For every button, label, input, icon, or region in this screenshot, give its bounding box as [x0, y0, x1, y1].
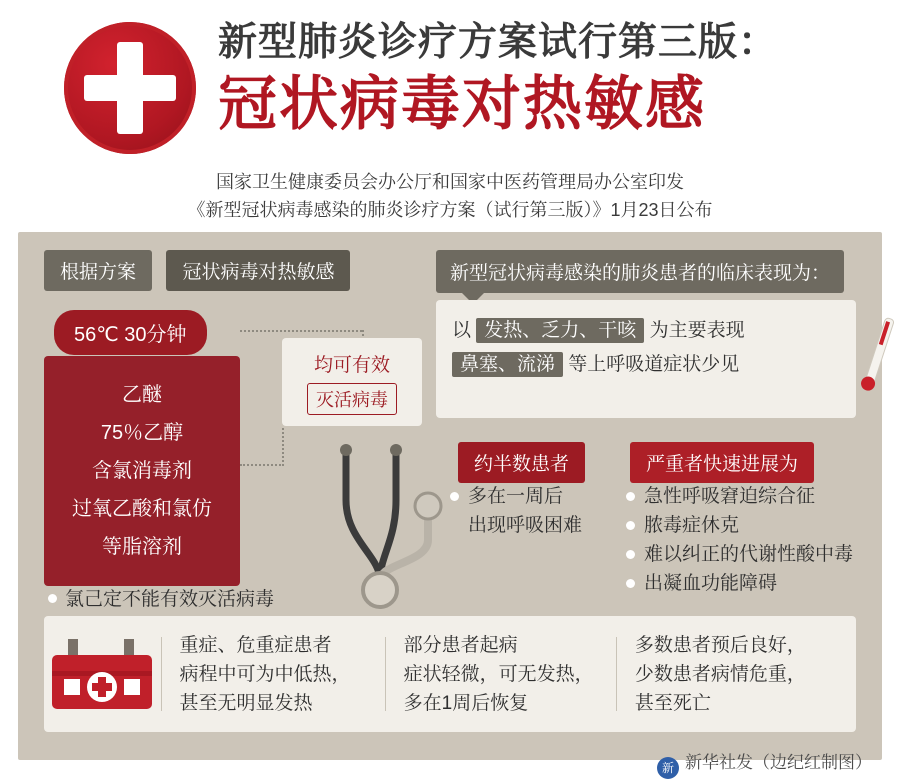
severe-item-1: 脓毒症休克 [626, 511, 896, 540]
title-block [218, 18, 868, 138]
subtitle-line1: 国家卫生健康委员会办公厅和国家中医药管理局办公室印发 [216, 172, 684, 192]
header [0, 0, 900, 232]
connector-effective-vertical [282, 428, 284, 466]
severe-item-0: 急性呼吸窘迫综合征 [626, 482, 896, 511]
bottom-col3-line2: 甚至死亡 [634, 692, 711, 714]
effective-inactivation-box [282, 338, 422, 426]
clinical-row-2 [452, 348, 840, 382]
effective-title: 均可有效 [313, 354, 390, 376]
bottom-col3-line1: 少数患者病情危重， [634, 663, 806, 685]
page-title-line1: 新型肺炎诊疗方案试行第三版： [218, 21, 779, 64]
connector-temp-to-effective [240, 330, 362, 332]
temperature-pill: 56℃ 30分钟 [54, 310, 207, 355]
tag-basis: 根据方案 [44, 250, 152, 291]
clinical-row1-highlight: 发热、乏力、干咳 [476, 318, 644, 343]
severe-item-3: 出凝血功能障碍 [626, 569, 896, 598]
cross-horizontal-bar [84, 75, 176, 101]
bottom-col1-line1: 病程中可为中低热， [179, 663, 351, 685]
severe-item-2: 难以纠正的代谢性酸中毒 [626, 540, 896, 569]
severe-items-list [626, 482, 896, 598]
chlorhexidine-note-text: 氯己定不能有效灭活病毒 [65, 589, 275, 610]
clinical-row1-suffix: 为主要表现 [649, 320, 745, 341]
thermometer-icon [858, 316, 896, 396]
bullet-icon [48, 594, 57, 603]
agent-item-0: 乙醚 [122, 384, 162, 406]
agent-item-4: 等脂溶剂 [102, 536, 182, 558]
clinical-tag [436, 250, 844, 293]
bottom-col2-line2: 多在1周后恢复 [403, 692, 529, 714]
clinical-row1-prefix: 以 [452, 320, 472, 341]
footer-credit [0, 748, 900, 779]
bottom-column-1 [161, 631, 384, 718]
page-title-line2: 冠状病毒对热敏感 [218, 71, 707, 137]
half-line-0: 多在一周后 [450, 482, 610, 511]
bottom-col2-line0: 部分患者起病 [403, 634, 518, 656]
clinical-tag-label: 新型冠状病毒感染的肺炎患者的临床表现为： [450, 263, 831, 284]
footer-credit-text: 新华社发（边纪红制图） [685, 753, 872, 772]
clinical-symptoms-card [436, 300, 856, 418]
thermometer-stem [865, 317, 896, 385]
connector-agents-to-effective [240, 464, 284, 466]
clinical-row2-suffix: 等上呼吸道症状少见 [568, 354, 740, 375]
subtitle [0, 168, 900, 224]
chlorhexidine-note [48, 584, 274, 611]
severe-progression-label: 严重者快速进展为 [630, 442, 814, 483]
disinfectant-agents-box [44, 356, 240, 586]
subtitle-line2: 《新型冠状病毒感染的肺炎诊疗方案（试行第三版）》1月23日公布 [187, 200, 713, 220]
bottom-col1-line0: 重症、危重症患者 [179, 634, 332, 656]
xinhua-logo-icon: 新 [657, 757, 679, 779]
agent-item-3: 过氧乙酸和氯仿 [72, 498, 212, 520]
effective-inner-label: 灭活病毒 [307, 383, 397, 415]
clinical-row-1 [452, 314, 840, 348]
agent-item-2: 含氯消毒剂 [92, 460, 192, 482]
bottom-col1-line2: 甚至无明显发热 [179, 692, 313, 714]
half-line-1: 出现呼吸困难 [468, 515, 583, 536]
red-cross-medical-logo [64, 22, 196, 154]
clinical-row2-highlight: 鼻塞、流涕 [452, 352, 563, 377]
bottom-column-3 [617, 631, 856, 718]
left-tag-row [44, 250, 360, 291]
agent-item-1: 75％乙醇 [100, 422, 184, 444]
bottom-col2-line1: 症状轻微，可无发热， [403, 663, 594, 685]
bottom-summary-card [44, 616, 856, 732]
content-panel [18, 232, 882, 760]
half-patients-label: 约半数患者 [458, 442, 585, 483]
stethoscope-icon [318, 444, 478, 614]
bottom-column-2 [386, 631, 616, 718]
severe-label-wrap [630, 442, 814, 483]
tag-heat-sensitive: 冠状病毒对热敏感 [166, 250, 350, 291]
bottom-col3-line0: 多数患者预后良好， [634, 634, 806, 656]
first-aid-kit-icon [44, 637, 161, 711]
